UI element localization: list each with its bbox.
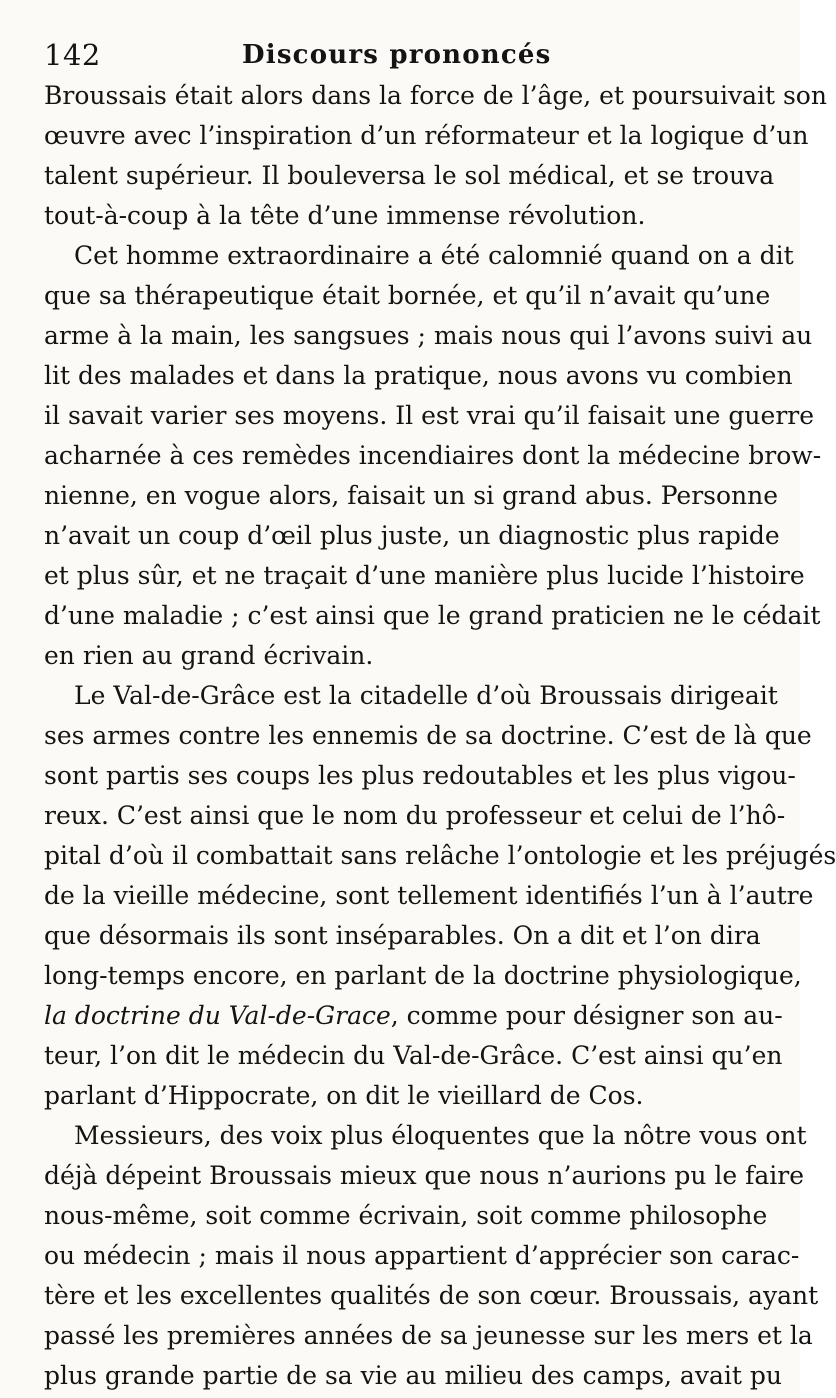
- text-line: acharnée à ces remèdes incendiaires dont la médecine brow-: [44, 441, 822, 470]
- text-line: Cet homme extraordinaire a été calomnié quand on a dit: [74, 241, 794, 270]
- text-line: n’avait un coup d’œil plus juste, un diagnostic plus rapide: [44, 521, 780, 550]
- text-line: Le Val-de-Grâce est la citadelle d’où Broussais dirigeait: [74, 681, 778, 710]
- text-line: lit des malades et dans la pratique, nous avons vu combien: [44, 361, 793, 390]
- text-line: tère et les excellentes qualités de son cœur. Broussais, ayant: [44, 1281, 819, 1310]
- text-line: talent supérieur. Il bouleversa le sol médical, et se trouva: [44, 161, 775, 190]
- running-head: [30, 32, 760, 76]
- text-fragment: , comme pour désigner son au-: [390, 1001, 783, 1030]
- text-line: Broussais était alors dans la force de l’âge, et poursuivait son: [44, 81, 827, 110]
- text-line: ou médecin ; mais il nous appartient d’apprécier son carac-: [44, 1241, 800, 1270]
- text-line: œuvre avec l’inspiration d’un réformateur et la logique d’un: [44, 121, 809, 150]
- text-line: il savait varier ses moyens. Il est vrai qu’il faisait une guerre: [44, 401, 815, 430]
- text-line: que désormais ils sont inséparables. On a dit et l’on dira: [44, 921, 761, 950]
- text-line: que sa thérapeutique était bornée, et qu’il n’avait qu’une: [44, 281, 771, 310]
- italic-quote: la doctrine du Val-de-Grace: [44, 1001, 391, 1030]
- text-line: teur, l’on dit le médecin du Val-de-Grâce. C’est ainsi qu’en: [44, 1041, 783, 1070]
- text-line: Messieurs, des voix plus éloquentes que la nôtre vous ont: [74, 1121, 807, 1150]
- text-line: déjà dépeint Broussais mieux que nous n’aurions pu le faire: [44, 1161, 805, 1190]
- paragraph: [44, 1116, 819, 1396]
- text-line: plus grande partie de sa vie au milieu des camps, avait pu: [44, 1361, 782, 1390]
- text-line: ses armes contre les ennemis de sa doctrine. C’est de là que: [44, 721, 812, 750]
- body-text: [44, 76, 836, 1396]
- text-line: passé les premières années de sa jeunesse sur les mers et la: [44, 1321, 813, 1350]
- text-line: de la vieille médecine, sont tellement identifiés l’un à l’autre: [44, 881, 814, 910]
- text-line-italic-quote: [44, 996, 783, 1036]
- text-line: reux. C’est ainsi que le nom du professeur et celui de l’hô-: [44, 801, 786, 830]
- text-line: nous-même, soit comme écrivain, soit comme philosophe: [44, 1201, 768, 1230]
- paragraph: [44, 676, 836, 1116]
- text-line: nienne, en vogue alors, faisait un si grand abus. Personne: [44, 481, 779, 510]
- text-line: arme à la main, les sangsues ; mais nous qui l’avons suivi au: [44, 321, 813, 350]
- running-title: Discours prononcés: [242, 40, 552, 70]
- text-line: parlant d’Hippocrate, on dit le vieillard de Cos.: [44, 1081, 644, 1110]
- text-line: sont partis ses coups les plus redoutables et les plus vigou-: [44, 761, 796, 790]
- text-line: long-temps encore, en parlant de la doctrine physiologique,: [44, 961, 802, 990]
- text-line: et plus sûr, et ne traçait d’une manière plus lucide l’histoire: [44, 561, 805, 590]
- page-number: 142: [44, 38, 101, 72]
- text-line: d’une maladie ; c’est ainsi que le grand praticien ne le cédait: [44, 601, 821, 630]
- paragraph: [44, 76, 827, 236]
- text-line: en rien au grand écrivain.: [44, 641, 374, 670]
- paragraph: [44, 236, 822, 676]
- text-line: pital d’où il combattait sans relâche l’ontologie et les préjugés: [44, 841, 836, 870]
- text-line: tout-à-coup à la tête d’une immense révolution.: [44, 201, 646, 230]
